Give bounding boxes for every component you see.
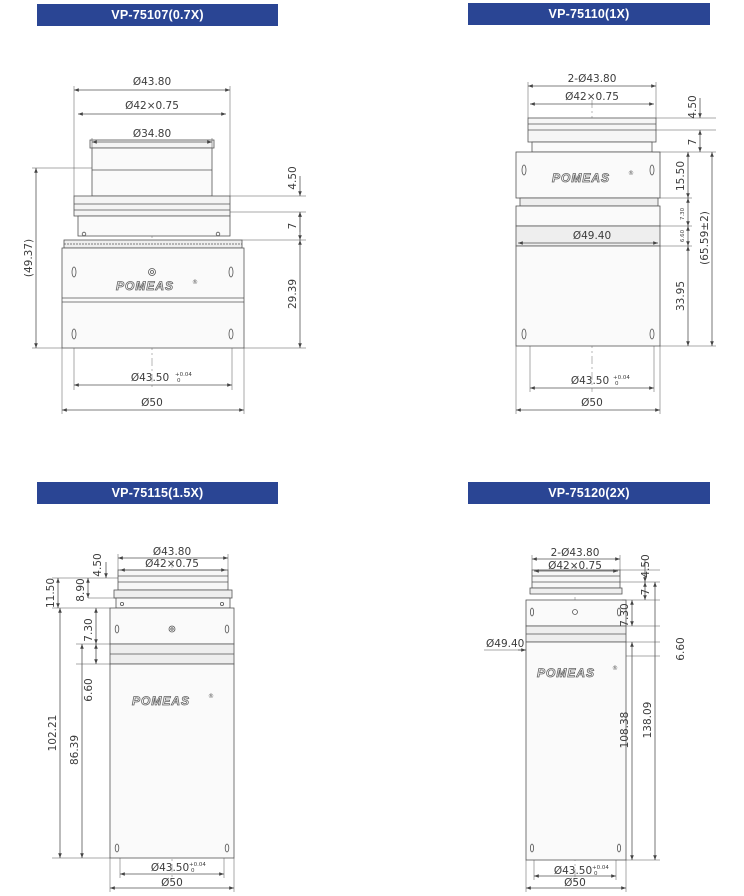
v2-h-730: 7.30: [680, 207, 686, 221]
v1-brand-mark: ®: [192, 279, 198, 286]
v4-h-10838: 108.38: [619, 711, 631, 749]
v3-brand-mark: ®: [208, 693, 214, 700]
v4-brand-mark: ®: [612, 665, 618, 672]
v2-tol-up: +0.04: [613, 375, 630, 381]
v2-h-7: 7: [687, 138, 699, 146]
v3-d-mount: Ø43.50: [150, 862, 190, 874]
v2-d-ring: Ø49.40: [572, 230, 612, 242]
v1-d-thread: Ø42×0.75: [125, 100, 179, 112]
v4-h-7: 7: [640, 588, 652, 596]
v2-h-1550: 15.50: [675, 160, 687, 192]
v3-h-730: 7.30: [83, 618, 95, 642]
v4-h-660: 6.60: [675, 637, 687, 661]
v3-d-top: Ø43.80: [152, 546, 192, 558]
v1-tol-up: +0.04: [175, 372, 192, 378]
v1-tol-low: 0: [177, 378, 181, 384]
v4-tol-low: 0: [594, 871, 598, 877]
v4-h-730: 7.30: [619, 603, 631, 627]
v3-h-890: 8.90: [75, 578, 87, 602]
v1-brand-logo: POMEAS: [116, 279, 175, 293]
v2-h-660: 6.60: [680, 229, 686, 243]
v1-d-body: Ø50: [141, 397, 163, 409]
v2-h-total: (65.59±2): [699, 211, 711, 265]
v4-brand-logo: POMEAS: [537, 666, 596, 680]
v3-tol-up: +0.04: [189, 862, 206, 868]
v2-h-3395: 33.95: [675, 280, 687, 312]
v3-brand-logo: POMEAS: [132, 694, 191, 708]
v4-d-thread: Ø42×0.75: [548, 560, 602, 572]
v1-h-7: 7: [287, 222, 299, 230]
v3-d-thread: Ø42×0.75: [145, 558, 199, 570]
v3-d-body: Ø50: [161, 877, 183, 889]
v2-brand-mark: ®: [628, 170, 634, 177]
v2-tol-low: 0: [615, 381, 619, 387]
v2-d-mount: Ø43.50: [570, 375, 610, 387]
v3-tol-low: 0: [191, 868, 195, 874]
v4-d-body: Ø50: [564, 877, 586, 889]
v4-d-ring: Ø49.40: [486, 638, 525, 650]
v2-h-450: 4.50: [687, 95, 699, 119]
view-4-title: VP-75120(2X): [468, 482, 710, 504]
v3-h-450: 4.50: [92, 553, 104, 577]
view-3-drawing: [52, 554, 234, 892]
view-2-title: VP-75110(1X): [468, 3, 710, 25]
v4-h-450: 4.50: [640, 554, 652, 578]
v2-d-body: Ø50: [581, 397, 603, 409]
v4-h-13809: 138.09: [642, 701, 654, 739]
v4-d-mount: Ø43.50: [553, 865, 593, 877]
v3-h-660: 6.60: [83, 678, 95, 702]
v2-d-top: 2-Ø43.80: [567, 73, 617, 85]
v1-d-mount: Ø43.50: [130, 372, 170, 384]
view-3-title: VP-75115(1.5X): [37, 482, 278, 504]
v1-d-inner: Ø34.80: [132, 128, 172, 140]
v4-d-top: 2-Ø43.80: [550, 547, 600, 559]
v3-h-10221: 102.21: [47, 714, 59, 752]
view-1-title: VP-75107(0.7X): [37, 4, 278, 26]
v3-h-1150: 11.50: [45, 577, 57, 609]
v2-d-thread: Ø42×0.75: [565, 91, 619, 103]
view-4-drawing: [484, 555, 660, 892]
v1-d-top: Ø43.80: [132, 76, 172, 88]
v1-h-total: (49.37): [23, 238, 35, 278]
v4-tol-up: +0.04: [592, 865, 609, 871]
view-2-drawing: [516, 82, 716, 414]
v1-h-2939: 29.39: [287, 278, 299, 310]
v3-h-8639: 86.39: [69, 734, 81, 766]
v2-brand-logo: POMEAS: [552, 171, 611, 185]
v1-h-450: 4.50: [287, 166, 299, 190]
